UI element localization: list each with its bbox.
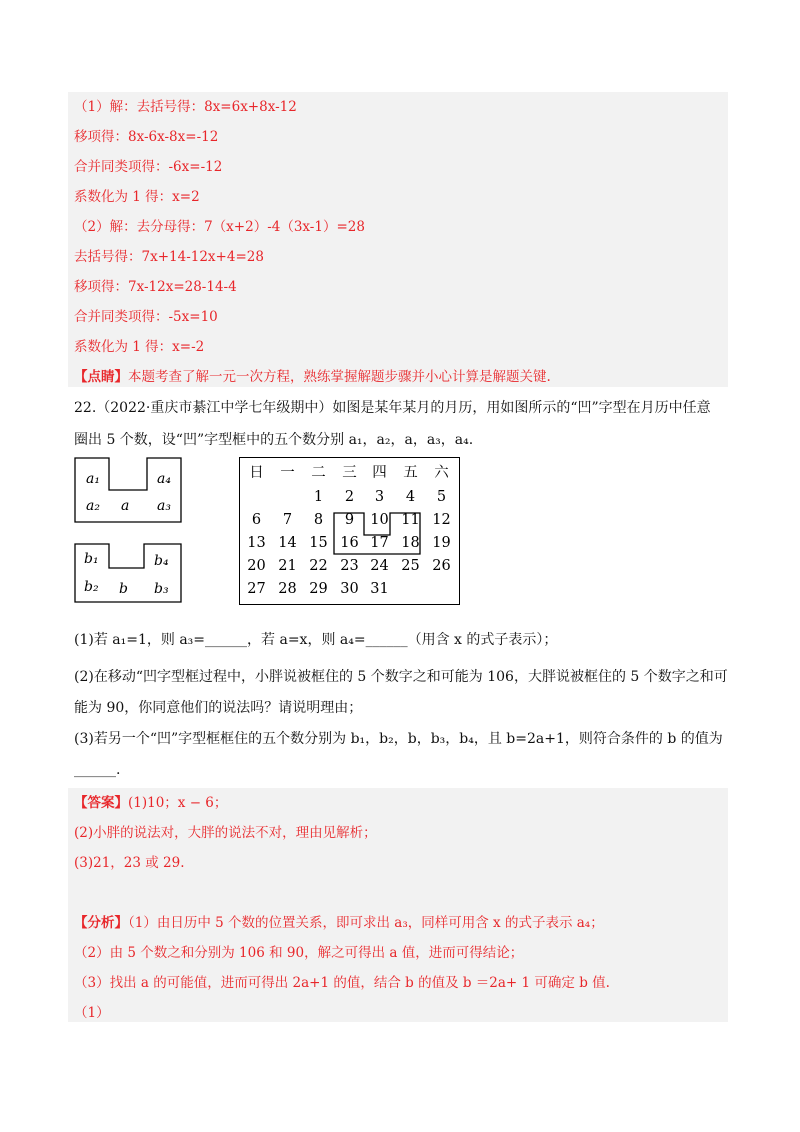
comment-tag: 【点睛】 bbox=[74, 369, 128, 385]
calendar-day-cell: 26 bbox=[432, 558, 451, 574]
problem-stem-line-1 bbox=[74, 398, 711, 418]
shape-b-b: b bbox=[119, 581, 128, 597]
shape-a-a: a bbox=[121, 498, 130, 514]
calendar-day-cell: 5 bbox=[436, 489, 447, 505]
calendar-day-cell: 30 bbox=[340, 581, 359, 597]
calendar-day-cell: 22 bbox=[309, 558, 328, 574]
shape-a-a4: a₄ bbox=[157, 471, 171, 487]
calendar-header-cell: 二 bbox=[311, 465, 326, 481]
analysis-line-4: （1） bbox=[74, 1005, 110, 1021]
analysis-tag: 【分析】 bbox=[74, 915, 128, 931]
calendar-day-cell: 16 bbox=[340, 535, 359, 551]
solution-line-5: （2）解：去分母得：7（x+2）-4（3x-1）=28 bbox=[74, 219, 365, 235]
question-2-line-1: (2)在移动“凹字型框过程中，小胖说被框住的 5 个数字之和可能为 106，大胖说被框住的 5 个数字之和可 bbox=[74, 669, 728, 685]
problem-stem-line-2: 圈出 5 个数，设“凹”字型框中的五个数分别 a₁，a₂，a，a₃，a₄. bbox=[74, 432, 474, 448]
calendar-day-cell: 31 bbox=[370, 581, 389, 597]
shape-a-figure bbox=[74, 457, 182, 523]
answer-line-2: (2)小胖的说法对，大胖的说法不对，理由见解析； bbox=[74, 825, 377, 841]
question-1: (1)若 a₁=1，则 a₃=______，若 a=x，则 a₄=______（用含 x 的式子表示）； bbox=[74, 632, 558, 648]
calendar-day-cell: 23 bbox=[340, 558, 359, 574]
calendar-day-cell: 4 bbox=[405, 489, 416, 505]
calendar-day-cell: 8 bbox=[313, 512, 324, 528]
question-3-line-2: ______. bbox=[74, 762, 121, 778]
shape-b-b3: b₃ bbox=[154, 581, 169, 597]
comment-line bbox=[74, 368, 551, 386]
solution-line-2: 移项得：8x-6x-8x=-12 bbox=[74, 129, 219, 145]
shape-a-a1: a₁ bbox=[86, 471, 100, 487]
problem-number: 22. bbox=[74, 400, 97, 416]
calendar-day-cell: 29 bbox=[309, 581, 328, 597]
calendar-header-cell: 四 bbox=[372, 465, 387, 481]
calendar-day-cell: 7 bbox=[282, 512, 293, 528]
calendar-day-cell: 14 bbox=[278, 535, 297, 551]
analysis-line-2: （2）由 5 个数之和分别为 106 和 90，解之可得出 a 值，进而可得结论； bbox=[74, 945, 524, 961]
analysis-line-1 bbox=[74, 914, 604, 932]
question-3-line-1: (3)若另一个“凹”字型框框住的五个数分别为 b₁，b₂，b，b₃，b₄，且 b=2a+1，则符合条件的 b 的值为 bbox=[74, 731, 723, 747]
calendar-header-cell: 一 bbox=[280, 465, 295, 481]
calendar bbox=[239, 457, 460, 605]
solution-line-9: 系数化为 1 得：x=-2 bbox=[74, 339, 205, 355]
analysis-line-3: （3）找出 a 的可能值，进而可得出 2a+1 的值，结合 b 的值及 b ＝2a+ 1 可确定 b 值. bbox=[74, 975, 610, 991]
solution-line-4: 系数化为 1 得：x=2 bbox=[74, 189, 200, 205]
calendar-day-cell: 13 bbox=[247, 535, 266, 551]
calendar-header-cell: 日 bbox=[249, 465, 264, 481]
calendar-day-cell: 2 bbox=[344, 489, 355, 505]
problem-stem-text: （2022·重庆市綦江中学七年级期中）如图是某年某月的月历，用如图所示的“凹”字型在月历中任意 bbox=[96, 400, 711, 416]
calendar-day-cell: 10 bbox=[370, 512, 389, 528]
solution-line-3: 合并同类项得：-6x=-12 bbox=[74, 159, 223, 175]
calendar-day-cell: 18 bbox=[401, 535, 420, 551]
answer-1-text: (1)10；x − 6； bbox=[128, 795, 228, 811]
calendar-day-cell: 17 bbox=[370, 535, 389, 551]
calendar-day-cell: 15 bbox=[309, 535, 328, 551]
calendar-day-cell: 28 bbox=[278, 581, 297, 597]
calendar-day-cell: 19 bbox=[432, 535, 451, 551]
calendar-day-cell: 21 bbox=[278, 558, 297, 574]
calendar-day-cell: 1 bbox=[313, 489, 324, 505]
calendar-day-cell: 25 bbox=[401, 558, 420, 574]
calendar-day-cell: 11 bbox=[401, 512, 420, 528]
shape-b-b4: b₄ bbox=[154, 553, 169, 569]
calendar-day-cell: 20 bbox=[247, 558, 266, 574]
calendar-day-cell: 3 bbox=[374, 489, 385, 505]
calendar-day-cell: 6 bbox=[251, 512, 262, 528]
solution-line-1: （1）解：去括号得：8x=6x+8x-12 bbox=[74, 99, 297, 115]
calendar-day-cell: 12 bbox=[432, 512, 451, 528]
comment-text: 本题考查了解一元一次方程，熟练掌握解题步骤并小心计算是解题关键. bbox=[128, 369, 551, 385]
shape-b-b1: b₁ bbox=[84, 551, 99, 567]
analysis-1-text: （1）由日历中 5 个数的位置关系，即可求出 a₃，同样可用含 x 的式子表示 a₄； bbox=[128, 915, 604, 931]
shape-b-b2: b₂ bbox=[84, 579, 99, 595]
solution-line-6: 去括号得：7x+14-12x+4=28 bbox=[74, 249, 264, 265]
answer-line-3: (3)21，23 或 29. bbox=[74, 855, 185, 871]
calendar-header-cell: 五 bbox=[403, 465, 418, 481]
calendar-header-cell: 三 bbox=[342, 465, 357, 481]
calendar-day-cell: 24 bbox=[370, 558, 389, 574]
shape-b-figure bbox=[74, 543, 182, 603]
calendar-day-cell: 9 bbox=[344, 512, 355, 528]
solution-line-8: 合并同类项得：-5x=10 bbox=[74, 309, 218, 325]
shape-a-a2: a₂ bbox=[86, 498, 100, 514]
question-2-line-2: 能为 90，你同意他们的说法吗？请说明理由； bbox=[74, 700, 363, 716]
solution-line-7: 移项得：7x-12x=28-14-4 bbox=[74, 279, 237, 295]
calendar-header-cell: 六 bbox=[434, 465, 449, 481]
calendar-day-cell: 27 bbox=[247, 581, 266, 597]
answer-line-1 bbox=[74, 794, 227, 812]
answer-tag: 【答案】 bbox=[74, 795, 128, 811]
shape-a-a3: a₃ bbox=[157, 498, 171, 514]
